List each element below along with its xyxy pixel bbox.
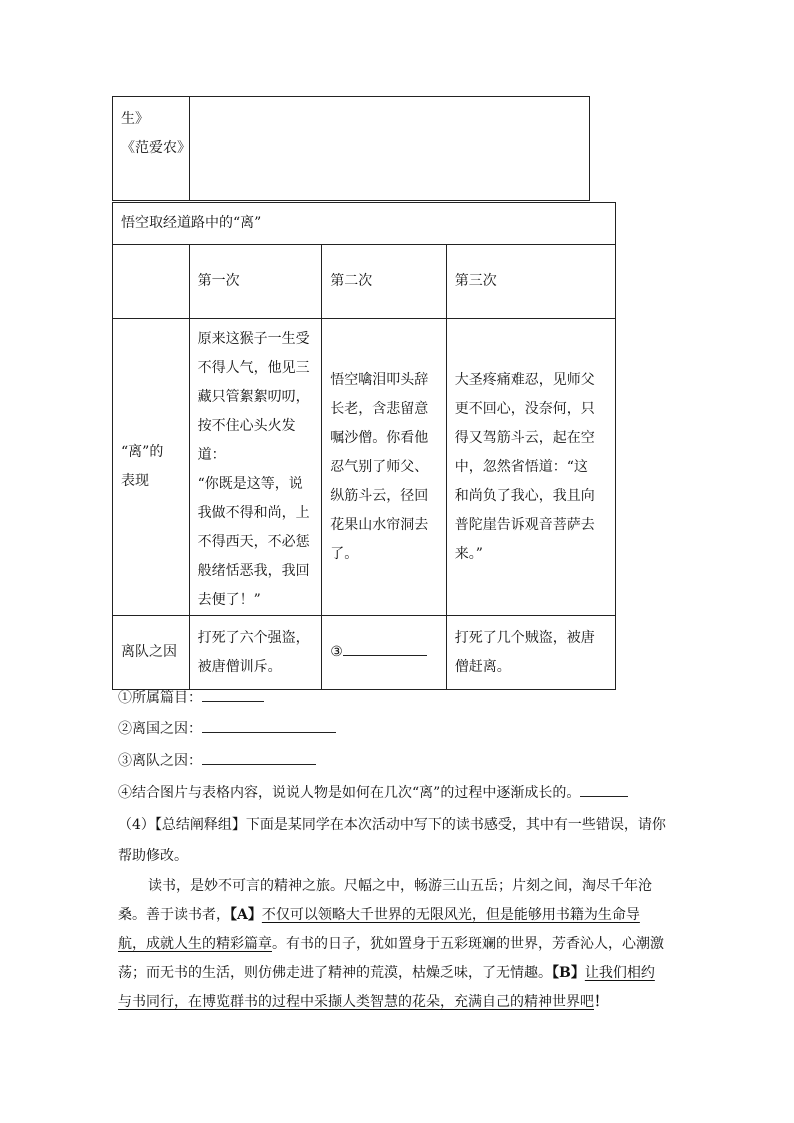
behavior-label-line: “离”的 — [121, 444, 164, 460]
behavior-label-cell — [113, 319, 190, 616]
reason-second-cell — [322, 616, 447, 690]
table-row-behavior — [113, 319, 616, 616]
answer-blank[interactable] — [580, 796, 628, 797]
text-line: 不得西天，不必惩 — [197, 534, 310, 550]
text-line: 来。” — [454, 545, 483, 562]
behavior-label-line: 表现 — [121, 473, 149, 489]
text-line: 去便了！” — [197, 592, 261, 608]
text-line: 嘱沙僧。你看他 — [330, 429, 429, 446]
text-line: 普陀崖告诉观音菩萨去 — [454, 516, 595, 533]
section4-line2: 帮助修改。 — [118, 848, 188, 864]
text-line: 打死了几个贼盗，被唐 — [454, 629, 595, 646]
text-line: 我做不得和尚，上 — [197, 505, 310, 521]
answer-blank[interactable] — [202, 701, 264, 702]
text-line: 大圣疼痛难忍，见师父 — [454, 371, 595, 388]
underlined-sentence-a: 不仅可以领略大千世界的无限风光，但是能够用书籍为生命导航，成就人生的精彩篇章 — [118, 907, 640, 952]
text-line: 纵筋斗云，径回 — [330, 487, 429, 504]
reason-first-cell — [189, 616, 322, 690]
mark-b: 【B】 — [552, 965, 585, 981]
header-first: 第一次 — [189, 245, 322, 319]
behavior-second-cell — [322, 319, 447, 616]
question-2: ②离国之因： — [118, 719, 336, 739]
text-line: “你既是这等，说 — [197, 476, 303, 492]
underlined-sentence-b: 让我们相约与书同行，在博览群书的过程中采撷人类智慧的花朵，充满自己的精神世界吧 — [118, 965, 655, 1010]
table-title-cell — [113, 203, 616, 245]
circled-three-label: ③ — [330, 644, 343, 660]
text-line: 打死了六个强盗， — [197, 629, 310, 646]
text-line: 原来这猴子一生受 — [197, 331, 310, 347]
passage: 读书，是妙不可言的精神之旅。尺幅之中，畅游三山五岳；片刻之间，淘尽千年沧桑。善于读书者，【A】不仅可以领略大千世界的无限风光，但是能够用书籍为生命导航，成就人生的精彩篇章。有书的日子，犹如置身于五彩斑斓的世界，芳香沁人，心潮激荡；而无书的生活，则仿佛走进了精神的荒漠，枯燥乏味，了无情趣。【B】让我们相约与书同行，在博览群书的过程中采撷人类智慧的花朵，充满自己的精神世界吧！ — [118, 878, 664, 1010]
question-4: ④结合图片与表格内容，说说人物是如何在几次“离”的过程中逐渐成长的。 — [118, 783, 628, 803]
mark-a: 【A】 — [230, 907, 262, 923]
header-second: 第二次 — [322, 245, 447, 319]
behavior-first-cell — [189, 319, 322, 616]
section4-line1: （4）【总结阐释组】下面是某同学在本次活动中写下的读书感受，其中有一些错误，请你 — [118, 817, 666, 833]
text-line: 般绪恬恶我，我回 — [197, 563, 310, 579]
text-line: 悟空噙泪叩头辞 — [330, 371, 429, 388]
main-table — [112, 202, 616, 690]
text-line: 按不住心头火发道： — [197, 418, 296, 463]
answer-cell — [190, 97, 590, 201]
book-cell-line: 生》 — [121, 111, 149, 127]
text-line: 和尚负了我心，我且向 — [454, 487, 595, 504]
behavior-third-cell — [446, 319, 615, 616]
table-title: 悟空取经道路中的“离” — [121, 215, 262, 231]
text-line: 中，忽然省悟道：“这 — [454, 458, 588, 475]
book-cell-line: 《范爱农》 — [121, 140, 191, 156]
book-cell — [113, 97, 190, 201]
answer-blank[interactable] — [343, 655, 427, 656]
text-line: 了。 — [330, 545, 359, 562]
text-line: 被唐僧训斥。 — [197, 658, 282, 675]
table-row-reason — [113, 616, 616, 690]
header-empty — [113, 245, 190, 319]
answer-blank[interactable] — [202, 732, 336, 733]
question-3: ③离队之因： — [118, 751, 316, 771]
top-table — [112, 96, 590, 201]
text-line: 藏只管絮絮叨叨， — [197, 389, 310, 405]
text-line: 不得人气，他见三 — [197, 360, 310, 376]
text-line: 更不回心，没奈何，只 — [454, 400, 595, 417]
text-line: 得又驾筋斗云，起在空 — [454, 429, 595, 446]
answer-blank[interactable] — [202, 764, 316, 765]
text-line: 花果山水帘洞去 — [330, 516, 429, 533]
text-line: 僧赶离。 — [454, 658, 511, 675]
reason-label-cell: 离队之因 — [113, 616, 190, 690]
text-line: 忍气别了师父、 — [330, 458, 429, 475]
reason-third-cell — [446, 616, 615, 690]
text-line: 长老，含悲留意 — [330, 400, 429, 417]
question-1: ①所属篇目： — [118, 688, 264, 708]
header-third: 第三次 — [446, 245, 615, 319]
